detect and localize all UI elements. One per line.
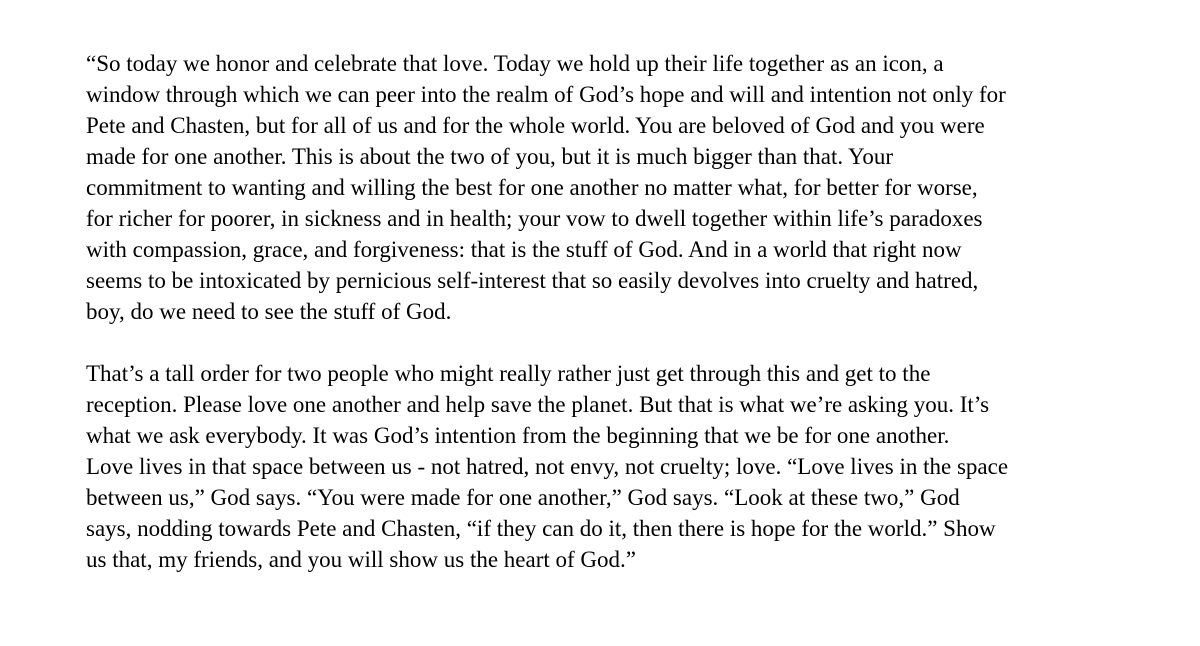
paragraph-2	[86, 358, 1186, 575]
text-line: Love lives in that space between us - not hatred, not envy, not cruelty; love. “Love lives in the space	[86, 454, 1009, 479]
text-line: between us,” God says. “You were made for one another,” God says. “Look at these two,” God	[86, 485, 960, 510]
text-line: commitment to wanting and willing the best for one another no matter what, for better for worse,	[86, 175, 978, 200]
text-line: seems to be intoxicated by pernicious self-interest that so easily devolves into cruelty and hatred,	[86, 268, 979, 293]
text-line: “So today we honor and celebrate that love. Today we hold up their life together as an icon, a	[86, 51, 944, 76]
text-line: boy, do we need to see the stuff of God.	[86, 299, 452, 324]
text-line: with compassion, grace, and forgiveness: that is the stuff of God. And in a world that right now	[86, 237, 962, 262]
text-line: window through which we can peer into the realm of God’s hope and will and intention not only for	[86, 82, 1006, 107]
paragraph-1	[86, 48, 1186, 327]
document-body	[86, 48, 1186, 575]
text-line: us that, my friends, and you will show us the heart of God.”	[86, 547, 636, 572]
text-line: That’s a tall order for two people who might really rather just get through this and get to the	[86, 361, 931, 386]
text-line: Pete and Chasten, but for all of us and for the whole world. You are beloved of God and you were	[86, 113, 985, 138]
text-line: made for one another. This is about the two of you, but it is much bigger than that. Your	[86, 144, 894, 169]
text-line: reception. Please love one another and help save the planet. But that is what we’re asking you. It’s	[86, 392, 990, 417]
text-line: says, nodding towards Pete and Chasten, “if they can do it, then there is hope for the world.” Show	[86, 516, 996, 541]
text-line: what we ask everybody. It was God’s intention from the beginning that we be for one another.	[86, 423, 950, 448]
text-line: for richer for poorer, in sickness and in health; your vow to dwell together within life’s paradoxes	[86, 206, 983, 231]
